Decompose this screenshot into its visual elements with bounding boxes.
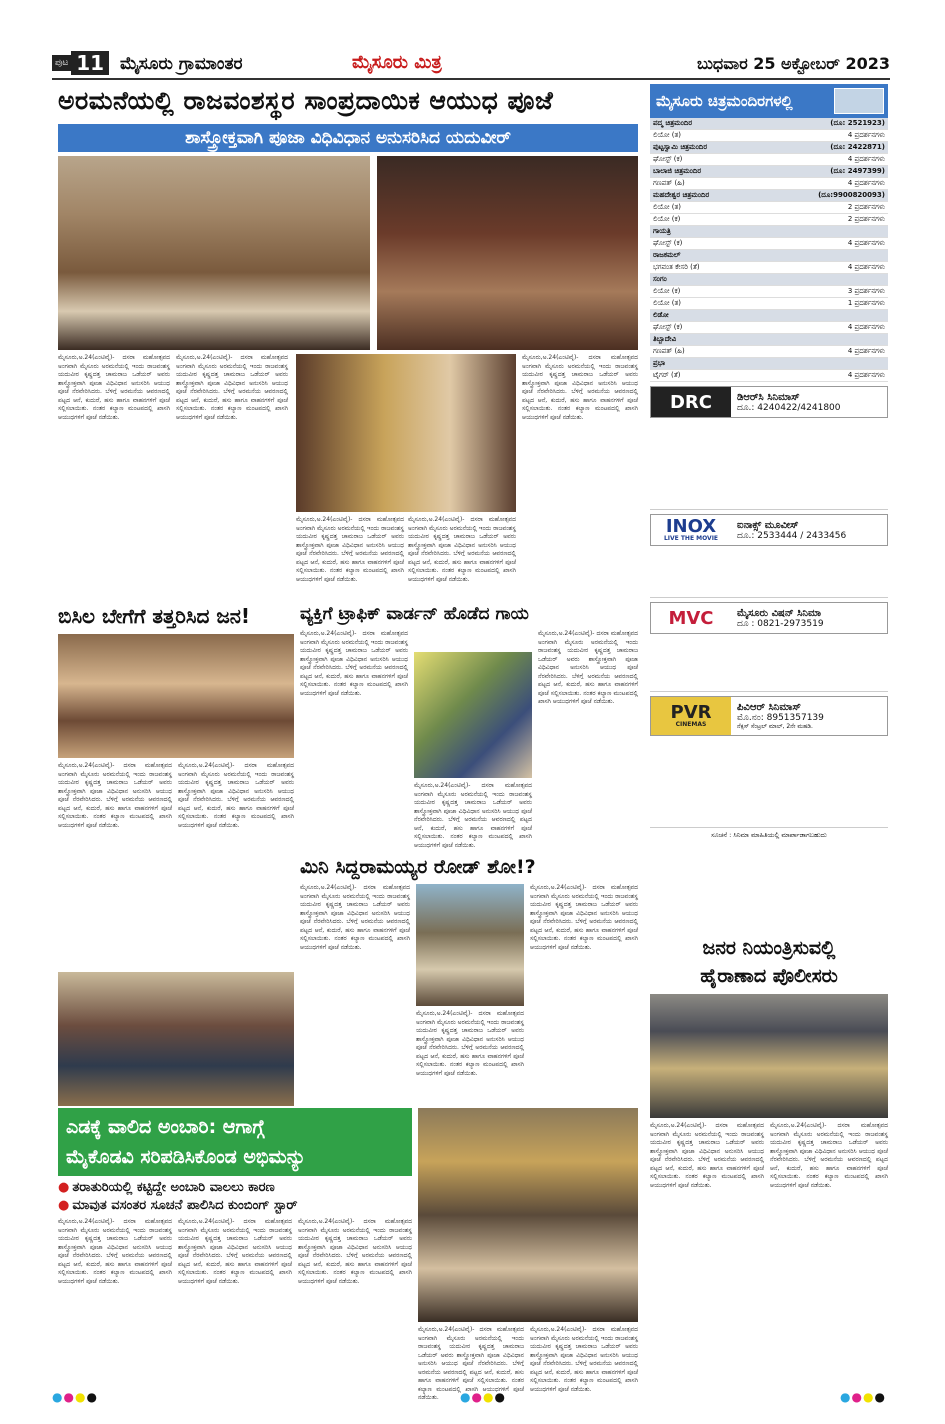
lead-body-col3: ಮೈಸೂರು,ಅ.24(ಎಂಟಿವೈ)- ದಸರಾ ಮಹೋತ್ಸವದ ಅಂಗವಾಗಿ ಮೈಸೂರು ಅರಮನೆಯಲ್ಲಿ ಇಂದು ರಾಜವಂಶಸ್ಥ ಯದುವೀರ ಕೃಷ್ಣದತ್ತ ಚಾಮರಾಜ ಒಡೆಯರ್ ಅವರು ಶಾಸ್ತ್ರೋಕ್ತವಾಗಿ ಪೂಜಾ ವಿಧಿವಿಧಾನ ಅನುಸರಿಸಿ ಆಯುಧ ಪೂಜೆ ನೆರವೇರಿಸಿದರು. ಬೆಳಿಗ್ಗೆ ಅರಮನೆಯ ಆವರಣದಲ್ಲಿ ಪಟ್ಟದ ಆನೆ, ಕುದುರೆ, ಹಸು ಹಾಗೂ ವಾಹನಗಳಿಗೆ ಪೂಜೆ ಸಲ್ಲಿಸಲಾಯಿತು. ನಂತರ ಕಲ್ಯಾಣ ಮಂಟಪದಲ್ಲಿ ಖಾಸಗಿ ಆಯುಧಗಳಿಗೆ ಪೂಜೆ ನಡೆಯಿತು.	[296, 516, 404, 583]
cinema-row-info	[760, 358, 888, 370]
cinema-row-info: 4 ಪ್ರದರ್ಶನಗಳು	[760, 130, 888, 142]
story3-headline: ವ್ಯಕ್ತಿಗೆ ಟ್ರಾಫಿಕ್ ವಾರ್ಡನ್ ಹೊಡೆದ ಗಾಯ	[300, 604, 529, 624]
mvc-showtimes	[650, 634, 888, 692]
cinema-film-row	[650, 286, 888, 298]
inox-logo-text: INOX	[665, 516, 717, 537]
page-number-box	[52, 51, 109, 75]
mvc-logo: MVC	[651, 603, 731, 633]
story4-body-col2: ಮೈಸೂರು,ಅ.24(ಎಂಟಿವೈ)- ದಸರಾ ಮಹೋತ್ಸವದ ಅಂಗವಾಗಿ ಮೈಸೂರು ಅರಮನೆಯಲ್ಲಿ ಇಂದು ರಾಜವಂಶಸ್ಥ ಯದುವೀರ ಕೃಷ್ಣದತ್ತ ಚಾಮರಾಜ ಒಡೆಯರ್ ಅವರು ಶಾಸ್ತ್ರೋಕ್ತವಾಗಿ ಪೂಜಾ ವಿಧಿವಿಧಾನ ಅನುಸರಿಸಿ ಆಯುಧ ಪೂಜೆ ನೆರವೇರಿಸಿದರು. ಬೆಳಿಗ್ಗೆ ಅರಮನೆಯ ಆವರಣದಲ್ಲಿ ಪಟ್ಟದ ಆನೆ, ಕುದುರೆ, ಹಸು ಹಾಗೂ ವಾಹನಗಳಿಗೆ ಪೂಜೆ ಸಲ್ಲಿಸಲಾಯಿತು. ನಂತರ ಕಲ್ಯಾಣ ಮಂಟಪದಲ್ಲಿ ಖಾಸಗಿ ಆಯುಧಗಳಿಗೆ ಪೂಜೆ ನಡೆಯಿತು.	[416, 1010, 524, 1077]
drc-listing	[650, 386, 888, 418]
story6-body-col2: ಮೈಸೂರು,ಅ.24(ಎಂಟಿವೈ)- ದಸರಾ ಮಹೋತ್ಸವದ ಅಂಗವಾಗಿ ಮೈಸೂರು ಅರಮನೆಯಲ್ಲಿ ಇಂದು ರಾಜವಂಶಸ್ಥ ಯದುವೀರ ಕೃಷ್ಣದತ್ತ ಚಾಮರಾಜ ಒಡೆಯರ್ ಅವರು ಶಾಸ್ತ್ರೋಕ್ತವಾಗಿ ಪೂಜಾ ವಿಧಿವಿಧಾನ ಅನುಸರಿಸಿ ಆಯುಧ ಪೂಜೆ ನೆರವೇರಿಸಿದರು. ಬೆಳಿಗ್ಗೆ ಅರಮನೆಯ ಆವರಣದಲ್ಲಿ ಪಟ್ಟದ ಆನೆ, ಕುದುರೆ, ಹಸು ಹಾಗೂ ವಾಹನಗಳಿಗೆ ಪೂಜೆ ಸಲ್ಲಿಸಲಾಯಿತು. ನಂತರ ಕಲ್ಯಾಣ ಮಂಟಪದಲ್ಲಿ ಖಾಸಗಿ ಆಯುಧಗಳಿಗೆ ಪೂಜೆ ನಡೆಯಿತು.	[178, 1218, 292, 1285]
pvr-phone: ಮೊ.ನಂ: 8951357139	[737, 712, 824, 723]
lead-body-col1: ಮೈಸೂರು,ಅ.24(ಎಂಟಿವೈ)- ದಸರಾ ಮಹೋತ್ಸವದ ಅಂಗವಾಗಿ ಮೈಸೂರು ಅರಮನೆಯಲ್ಲಿ ಇಂದು ರಾಜವಂಶಸ್ಥ ಯದುವೀರ ಕೃಷ್ಣದತ್ತ ಚಾಮರಾಜ ಒಡೆಯರ್ ಅವರು ಶಾಸ್ತ್ರೋಕ್ತವಾಗಿ ಪೂಜಾ ವಿಧಿವಿಧಾನ ಅನುಸರಿಸಿ ಆಯುಧ ಪೂಜೆ ನೆರವೇರಿಸಿದರು. ಬೆಳಿಗ್ಗೆ ಅರಮನೆಯ ಆವರಣದಲ್ಲಿ ಪಟ್ಟದ ಆನೆ, ಕುದುರೆ, ಹಸು ಹಾಗೂ ವಾಹನಗಳಿಗೆ ಪೂಜೆ ಸಲ್ಲಿಸಲಾಯಿತು. ನಂತರ ಕಲ್ಯಾಣ ಮಂಟಪದಲ್ಲಿ ಖಾಸಗಿ ಆಯುಧಗಳಿಗೆ ಪೂಜೆ ನಡೆಯಿತು.	[58, 354, 170, 421]
cinema-row-name: ಲಿಯೋ (ಕ)	[650, 286, 760, 298]
cinema-row-info: 4 ಪ್ರದರ್ಶನಗಳು	[760, 322, 888, 334]
cinema-theater-row	[650, 226, 888, 238]
cinema-sidebar-title	[650, 84, 888, 118]
page-label: ಪುಟ	[52, 55, 71, 71]
cinema-film-row	[650, 202, 888, 214]
page-number: 11	[71, 51, 109, 75]
story6-headline-line1: ಎಡಕ್ಕೆ ವಾಲಿದ ಅಂಬಾರಿ: ಆಗಾಗ್ಗೆ	[66, 1116, 265, 1138]
cinema-row-info: 3 ಪ್ರದರ್ಶನಗಳು	[760, 286, 888, 298]
cinema-theater-row	[650, 166, 888, 178]
story6-body-col5: ಮೈಸೂರು,ಅ.24(ಎಂಟಿವೈ)- ದಸರಾ ಮಹೋತ್ಸವದ ಅಂಗವಾಗಿ ಮೈಸೂರು ಅರಮನೆಯಲ್ಲಿ ಇಂದು ರಾಜವಂಶಸ್ಥ ಯದುವೀರ ಕೃಷ್ಣದತ್ತ ಚಾಮರಾಜ ಒಡೆಯರ್ ಅವರು ಶಾಸ್ತ್ರೋಕ್ತವಾಗಿ ಪೂಜಾ ವಿಧಿವಿಧಾನ ಅನುಸರಿಸಿ ಆಯುಧ ಪೂಜೆ ನೆರವೇರಿಸಿದರು. ಬೆಳಿಗ್ಗೆ ಅರಮನೆಯ ಆವರಣದಲ್ಲಿ ಪಟ್ಟದ ಆನೆ, ಕುದುರೆ, ಹಸು ಹಾಗೂ ವಾಹನಗಳಿಗೆ ಪೂಜೆ ಸಲ್ಲಿಸಲಾಯಿತು. ನಂತರ ಕಲ್ಯಾಣ ಮಂಟಪದಲ್ಲಿ ಖಾಸಗಿ ಆಯುಧಗಳಿಗೆ ಪೂಜೆ ನಡೆಯಿತು.	[530, 1326, 638, 1393]
inox-listing	[650, 514, 888, 546]
story6-bullet-2: ● ಮಾವುತ ವಸಂತರ ಸೂಚನೆ ಪಾಲಿಸಿದ ಕುಂಬಿಂಗ್ ಸ್ಟಾರ್	[58, 1198, 298, 1213]
issue-date: ಬುಧವಾರ 25 ಅಕ್ಟೋಬರ್ 2023	[697, 54, 890, 73]
story2-photo-1	[58, 634, 294, 758]
cinema-row-name: ತಿಬ್ಬಾದೇವಿ	[650, 334, 760, 346]
story2-photo-2	[58, 972, 294, 1106]
cinema-row-name: ಗಣಪತ್ (ಹಿ)	[650, 178, 760, 190]
cinema-row-info: (ದೂ: 2422871)	[760, 142, 888, 154]
story6-body-col4: ಮೈಸೂರು,ಅ.24(ಎಂಟಿವೈ)- ದಸರಾ ಮಹೋತ್ಸವದ ಅಂಗವಾಗಿ ಮೈಸೂರು ಅರಮನೆಯಲ್ಲಿ ಇಂದು ರಾಜವಂಶಸ್ಥ ಯದುವೀರ ಕೃಷ್ಣದತ್ತ ಚಾಮರಾಜ ಒಡೆಯರ್ ಅವರು ಶಾಸ್ತ್ರೋಕ್ತವಾಗಿ ಪೂಜಾ ವಿಧಿವಿಧಾನ ಅನುಸರಿಸಿ ಆಯುಧ ಪೂಜೆ ನೆರವೇರಿಸಿದರು. ಬೆಳಿಗ್ಗೆ ಅರಮನೆಯ ಆವರಣದಲ್ಲಿ ಪಟ್ಟದ ಆನೆ, ಕುದುರೆ, ಹಸು ಹಾಗೂ ವಾಹನಗಳಿಗೆ ಪೂಜೆ ಸಲ್ಲಿಸಲಾಯಿತು. ನಂತರ ಕಲ್ಯಾಣ ಮಂಟಪದಲ್ಲಿ ಖಾಸಗಿ ಆಯುಧಗಳಿಗೆ ಪೂಜೆ ನಡೆಯಿತು.	[418, 1326, 524, 1401]
cinema-row-info: 4 ಪ್ರದರ್ಶನಗಳು	[760, 346, 888, 358]
page-header	[52, 48, 890, 80]
story4-body-col1: ಮೈಸೂರು,ಅ.24(ಎಂಟಿವೈ)- ದಸರಾ ಮಹೋತ್ಸವದ ಅಂಗವಾಗಿ ಮೈಸೂರು ಅರಮನೆಯಲ್ಲಿ ಇಂದು ರಾಜವಂಶಸ್ಥ ಯದುವೀರ ಕೃಷ್ಣದತ್ತ ಚಾಮರಾಜ ಒಡೆಯರ್ ಅವರು ಶಾಸ್ತ್ರೋಕ್ತವಾಗಿ ಪೂಜಾ ವಿಧಿವಿಧಾನ ಅನುಸರಿಸಿ ಆಯುಧ ಪೂಜೆ ನೆರವೇರಿಸಿದರು. ಬೆಳಿಗ್ಗೆ ಅರಮನೆಯ ಆವರಣದಲ್ಲಿ ಪಟ್ಟದ ಆನೆ, ಕುದುರೆ, ಹಸು ಹಾಗೂ ವಾಹನಗಳಿಗೆ ಪೂಜೆ ಸಲ್ಲಿಸಲಾಯಿತು. ನಂತರ ಕಲ್ಯಾಣ ಮಂಟಪದಲ್ಲಿ ಖಾಸಗಿ ಆಯುಧಗಳಿಗೆ ಪೂಜೆ ನಡೆಯಿತು.	[300, 884, 410, 951]
lead-photo-1	[58, 156, 370, 350]
story4-photo	[416, 884, 524, 1006]
story6-bullet-1: ● ತರಾತುರಿಯಲ್ಲಿ ಕಟ್ಟಿದ್ದೇ ಅಂಬಾರಿ ವಾಲಲು ಕಾರಣ	[58, 1180, 275, 1195]
cinema-row-info: (ದೂ: 2497399)	[760, 166, 888, 178]
cinema-theater-row	[650, 310, 888, 322]
cinema-theater-row	[650, 118, 888, 130]
cinema-row-info: (ದೂ: 2521923)	[760, 118, 888, 130]
pvr-listing	[650, 696, 888, 736]
cinema-row-info: (ದೂ:9900820093)	[760, 190, 888, 202]
cinema-row-info: 4 ಪ್ರದರ್ಶನಗಳು	[760, 178, 888, 190]
masthead: ಮೈಸೂರು ಮಿತ್ರ	[352, 52, 442, 73]
story3-body-col2: ಮೈಸೂರು,ಅ.24(ಎಂಟಿವೈ)- ದಸರಾ ಮಹೋತ್ಸವದ ಅಂಗವಾಗಿ ಮೈಸೂರು ಅರಮನೆಯಲ್ಲಿ ಇಂದು ರಾಜವಂಶಸ್ಥ ಯದುವೀರ ಕೃಷ್ಣದತ್ತ ಚಾಮರಾಜ ಒಡೆಯರ್ ಅವರು ಶಾಸ್ತ್ರೋಕ್ತವಾಗಿ ಪೂಜಾ ವಿಧಿವಿಧಾನ ಅನುಸರಿಸಿ ಆಯುಧ ಪೂಜೆ ನೆರವೇರಿಸಿದರು. ಬೆಳಿಗ್ಗೆ ಅರಮನೆಯ ಆವರಣದಲ್ಲಿ ಪಟ್ಟದ ಆನೆ, ಕುದುರೆ, ಹಸು ಹಾಗೂ ವಾಹನಗಳಿಗೆ ಪೂಜೆ ಸಲ್ಲಿಸಲಾಯಿತು. ನಂತರ ಕಲ್ಯಾಣ ಮಂಟಪದಲ್ಲಿ ಖಾಸಗಿ ಆಯುಧಗಳಿಗೆ ಪೂಜೆ ನಡೆಯಿತು.	[414, 782, 532, 849]
inox-logo	[651, 515, 731, 545]
cinema-row-info: 4 ಪ್ರದರ್ಶನಗಳು	[760, 370, 888, 382]
cinema-row-info	[760, 274, 888, 286]
story2-body-col2: ಮೈಸೂರು,ಅ.24(ಎಂಟಿವೈ)- ದಸರಾ ಮಹೋತ್ಸವದ ಅಂಗವಾಗಿ ಮೈಸೂರು ಅರಮನೆಯಲ್ಲಿ ಇಂದು ರಾಜವಂಶಸ್ಥ ಯದುವೀರ ಕೃಷ್ಣದತ್ತ ಚಾಮರಾಜ ಒಡೆಯರ್ ಅವರು ಶಾಸ್ತ್ರೋಕ್ತವಾಗಿ ಪೂಜಾ ವಿಧಿವಿಧಾನ ಅನುಸರಿಸಿ ಆಯುಧ ಪೂಜೆ ನೆರವೇರಿಸಿದರು. ಬೆಳಿಗ್ಗೆ ಅರಮನೆಯ ಆವರಣದಲ್ಲಿ ಪಟ್ಟದ ಆನೆ, ಕುದುರೆ, ಹಸು ಹಾಗೂ ವಾಹನಗಳಿಗೆ ಪೂಜೆ ಸಲ್ಲಿಸಲಾಯಿತು. ನಂತರ ಕಲ್ಯಾಣ ಮಂಟಪದಲ್ಲಿ ಖಾಸಗಿ ಆಯುಧಗಳಿಗೆ ಪೂಜೆ ನಡೆಯಿತು.	[178, 762, 294, 829]
story5-body-col2: ಮೈಸೂರು,ಅ.24(ಎಂಟಿವೈ)- ದಸರಾ ಮಹೋತ್ಸವದ ಅಂಗವಾಗಿ ಮೈಸೂರು ಅರಮನೆಯಲ್ಲಿ ಇಂದು ರಾಜವಂಶಸ್ಥ ಯದುವೀರ ಕೃಷ್ಣದತ್ತ ಚಾಮರಾಜ ಒಡೆಯರ್ ಅವರು ಶಾಸ್ತ್ರೋಕ್ತವಾಗಿ ಪೂಜಾ ವಿಧಿವಿಧಾನ ಅನುಸರಿಸಿ ಆಯುಧ ಪೂಜೆ ನೆರವೇರಿಸಿದರು. ಬೆಳಿಗ್ಗೆ ಅರಮನೆಯ ಆವರಣದಲ್ಲಿ ಪಟ್ಟದ ಆನೆ, ಕುದುರೆ, ಹಸು ಹಾಗೂ ವಾಹನಗಳಿಗೆ ಪೂಜೆ ಸಲ್ಲಿಸಲಾಯಿತು. ನಂತರ ಕಲ್ಯಾಣ ಮಂಟಪದಲ್ಲಿ ಖಾಸಗಿ ಆಯುಧಗಳಿಗೆ ಪೂಜೆ ನಡೆಯಿತು.	[770, 1122, 888, 1189]
story3-body-col3: ಮೈಸೂರು,ಅ.24(ಎಂಟಿವೈ)- ದಸರಾ ಮಹೋತ್ಸವದ ಅಂಗವಾಗಿ ಮೈಸೂರು ಅರಮನೆಯಲ್ಲಿ ಇಂದು ರಾಜವಂಶಸ್ಥ ಯದುವೀರ ಕೃಷ್ಣದತ್ತ ಚಾಮರಾಜ ಒಡೆಯರ್ ಅವರು ಶಾಸ್ತ್ರೋಕ್ತವಾಗಿ ಪೂಜಾ ವಿಧಿವಿಧಾನ ಅನುಸರಿಸಿ ಆಯುಧ ಪೂಜೆ ನೆರವೇರಿಸಿದರು. ಬೆಳಿಗ್ಗೆ ಅರಮನೆಯ ಆವರಣದಲ್ಲಿ ಪಟ್ಟದ ಆನೆ, ಕುದುರೆ, ಹಸು ಹಾಗೂ ವಾಹನಗಳಿಗೆ ಪೂಜೆ ಸಲ್ಲಿಸಲಾಯಿತು. ನಂತರ ಕಲ್ಯಾಣ ಮಂಟಪದಲ್ಲಿ ಖಾಸಗಿ ಆಯುಧಗಳಿಗೆ ಪೂಜೆ ನಡೆಯಿತು.	[538, 630, 638, 705]
cinema-note: ಸೂಚನೆ : ಸಿನಿಮಾ ಮಾಹಿತಿಯಲ್ಲಿ ಮಾರ್ಪಾಡಾಗಬಹುದು	[711, 831, 827, 839]
story3-photo	[414, 652, 532, 778]
cinema-row-name: ಲಿಡೋ	[650, 310, 760, 322]
cinema-row-name: ಘೋಸ್ಟ್ (ಕ)	[650, 154, 760, 166]
story6-headline-line2: ಮೈಕೊಡವಿ ಸರಿಪಡಿಸಿಕೊಂಡ ಅಭಿಮನ್ಯು	[66, 1146, 306, 1168]
cinema-theater-row	[650, 250, 888, 262]
story5-headline-line1: ಜನರ ನಿಯಂತ್ರಿಸುವಲ್ಲಿ	[702, 937, 836, 959]
cinema-row-info	[760, 310, 888, 322]
mvc-phone: ದೂ : 0821-2973519	[737, 618, 824, 629]
cinema-row-name: ಲಿಯೋ (ತ)	[650, 298, 760, 310]
cinema-film-row	[650, 322, 888, 334]
cinema-row-name: ಭಗವಂತ ಕೇಸರಿ (ತೆ)	[650, 262, 760, 274]
lead-photo-3	[296, 354, 516, 512]
cinema-film-row	[650, 178, 888, 190]
cinema-film-row	[650, 130, 888, 142]
cinema-row-info: 1 ಪ್ರದರ್ಶನಗಳು	[760, 298, 888, 310]
lead-body-col5: ಮೈಸೂರು,ಅ.24(ಎಂಟಿವೈ)- ದಸರಾ ಮಹೋತ್ಸವದ ಅಂಗವಾಗಿ ಮೈಸೂರು ಅರಮನೆಯಲ್ಲಿ ಇಂದು ರಾಜವಂಶಸ್ಥ ಯದುವೀರ ಕೃಷ್ಣದತ್ತ ಚಾಮರಾಜ ಒಡೆಯರ್ ಅವರು ಶಾಸ್ತ್ರೋಕ್ತವಾಗಿ ಪೂಜಾ ವಿಧಿವಿಧಾನ ಅನುಸರಿಸಿ ಆಯುಧ ಪೂಜೆ ನೆರವೇರಿಸಿದರು. ಬೆಳಿಗ್ಗೆ ಅರಮನೆಯ ಆವರಣದಲ್ಲಿ ಪಟ್ಟದ ಆನೆ, ಕುದುರೆ, ಹಸು ಹಾಗೂ ವಾಹನಗಳಿಗೆ ಪೂಜೆ ಸಲ್ಲಿಸಲಾಯಿತು. ನಂತರ ಕಲ್ಯಾಣ ಮಂಟಪದಲ್ಲಿ ಖಾಸಗಿ ಆಯುಧಗಳಿಗೆ ಪೂಜೆ ನಡೆಯಿತು.	[522, 354, 638, 421]
drc-logo: DRC	[651, 387, 731, 417]
cinema-row-name: ಲಿಯೋ (ತ)	[650, 130, 760, 142]
story2-body-col1: ಮೈಸೂರು,ಅ.24(ಎಂಟಿವೈ)- ದಸರಾ ಮಹೋತ್ಸವದ ಅಂಗವಾಗಿ ಮೈಸೂರು ಅರಮನೆಯಲ್ಲಿ ಇಂದು ರಾಜವಂಶಸ್ಥ ಯದುವೀರ ಕೃಷ್ಣದತ್ತ ಚಾಮರಾಜ ಒಡೆಯರ್ ಅವರು ಶಾಸ್ತ್ರೋಕ್ತವಾಗಿ ಪೂಜಾ ವಿಧಿವಿಧಾನ ಅನುಸರಿಸಿ ಆಯುಧ ಪೂಜೆ ನೆರವೇರಿಸಿದರು. ಬೆಳಿಗ್ಗೆ ಅರಮನೆಯ ಆವರಣದಲ್ಲಿ ಪಟ್ಟದ ಆನೆ, ಕುದುರೆ, ಹಸು ಹಾಗೂ ವಾಹನಗಳಿಗೆ ಪೂಜೆ ಸಲ್ಲಿಸಲಾಯಿತು. ನಂತರ ಕಲ್ಯಾಣ ಮಂಟಪದಲ್ಲಿ ಖಾಸಗಿ ಆಯುಧಗಳಿಗೆ ಪೂಜೆ ನಡೆಯಿತು.	[58, 762, 172, 829]
cinema-row-info: 4 ಪ್ರದರ್ಶನಗಳು	[760, 262, 888, 274]
story5-body-col1: ಮೈಸೂರು,ಅ.24(ಎಂಟಿವೈ)- ದಸರಾ ಮಹೋತ್ಸವದ ಅಂಗವಾಗಿ ಮೈಸೂರು ಅರಮನೆಯಲ್ಲಿ ಇಂದು ರಾಜವಂಶಸ್ಥ ಯದುವೀರ ಕೃಷ್ಣದತ್ತ ಚಾಮರಾಜ ಒಡೆಯರ್ ಅವರು ಶಾಸ್ತ್ರೋಕ್ತವಾಗಿ ಪೂಜಾ ವಿಧಿವಿಧಾನ ಅನುಸರಿಸಿ ಆಯುಧ ಪೂಜೆ ನೆರವೇರಿಸಿದರು. ಬೆಳಿಗ್ಗೆ ಅರಮನೆಯ ಆವರಣದಲ್ಲಿ ಪಟ್ಟದ ಆನೆ, ಕುದುರೆ, ಹಸು ಹಾಗೂ ವಾಹನಗಳಿಗೆ ಪೂಜೆ ಸಲ್ಲಿಸಲಾಯಿತು. ನಂತರ ಕಲ್ಯಾಣ ಮಂಟಪದಲ್ಲಿ ಖಾಸಗಿ ಆಯುಧಗಳಿಗೆ ಪೂಜೆ ನಡೆಯಿತು.	[650, 1122, 764, 1189]
story6-headline	[58, 1108, 412, 1176]
cinema-row-name: ಲಿಯೋ (ತ)	[650, 202, 760, 214]
cinema-row-name: ಮಹದೇಶ್ವರ ಚಿತ್ರಮಂದಿರ	[650, 190, 760, 202]
inox-showtimes	[650, 546, 888, 598]
cinema-row-info: 4 ಪ್ರದರ್ಶನಗಳು	[760, 238, 888, 250]
pvr-logo	[651, 697, 731, 735]
pvr-address: ನೆಕ್ಸಸ್ ಸೆಂಟ್ರಲ್ ಮಾಲ್, 2ನೇ ಮಹಡಿ.	[737, 722, 813, 730]
story6-photo	[418, 1108, 638, 1322]
story5-photo	[650, 994, 888, 1118]
cinema-row-name: ಘೋಸ್ಟ್ (ಕ)	[650, 238, 760, 250]
story3-body-col1: ಮೈಸೂರು,ಅ.24(ಎಂಟಿವೈ)- ದಸರಾ ಮಹೋತ್ಸವದ ಅಂಗವಾಗಿ ಮೈಸೂರು ಅರಮನೆಯಲ್ಲಿ ಇಂದು ರಾಜವಂಶಸ್ಥ ಯದುವೀರ ಕೃಷ್ಣದತ್ತ ಚಾಮರಾಜ ಒಡೆಯರ್ ಅವರು ಶಾಸ್ತ್ರೋಕ್ತವಾಗಿ ಪೂಜಾ ವಿಧಿವಿಧಾನ ಅನುಸರಿಸಿ ಆಯುಧ ಪೂಜೆ ನೆರವೇರಿಸಿದರು. ಬೆಳಿಗ್ಗೆ ಅರಮನೆಯ ಆವರಣದಲ್ಲಿ ಪಟ್ಟದ ಆನೆ, ಕುದುರೆ, ಹಸು ಹಾಗೂ ವಾಹನಗಳಿಗೆ ಪೂಜೆ ಸಲ್ಲಿಸಲಾಯಿತು. ನಂತರ ಕಲ್ಯಾಣ ಮಂಟಪದಲ್ಲಿ ಖಾಸಗಿ ಆಯುಧಗಳಿಗೆ ಪೂಜೆ ನಡೆಯಿತು.	[300, 630, 408, 697]
cinema-row-name: ಪದ್ಮ ಚಿತ್ರಮಂದಿರ	[650, 118, 760, 130]
cinema-film-row	[650, 238, 888, 250]
cinema-row-name: ಲಿಯೋ (ಕ)	[650, 214, 760, 226]
cinema-row-info: 2 ಪ್ರದರ್ಶನಗಳು	[760, 202, 888, 214]
cinema-theater-row	[650, 274, 888, 286]
cinema-row-name: ಗಣಪತ್ (ಹಿ)	[650, 346, 760, 358]
cinema-row-name: ಬಾಲಾಜಿ ಚಿತ್ರಮಂದಿರ	[650, 166, 760, 178]
cinema-row-info	[760, 226, 888, 238]
cinema-row-name: ಘೋಸ್ಟ್ (ಕ)	[650, 322, 760, 334]
pvr-name: ಪಿವಿಆರ್ ಸಿನಿಮಾಸ್	[737, 701, 801, 713]
cinema-film-row	[650, 370, 888, 382]
cinema-row-info	[760, 334, 888, 346]
lead-photo-2	[377, 156, 638, 350]
cinema-title-text: ಮೈಸೂರು ಚಿತ್ರಮಂದಿರಗಳಲ್ಲಿ	[656, 92, 793, 110]
newspaper-page	[52, 48, 890, 1401]
cinema-sidebar	[650, 84, 888, 843]
story5-headline-line2: ಹೈರಾಣಾದ ಪೊಲೀಸರು	[700, 965, 838, 987]
drc-phone: ದೂ.: 4240422/4241800	[737, 402, 841, 413]
lead-body-col2: ಮೈಸೂರು,ಅ.24(ಎಂಟಿವೈ)- ದಸರಾ ಮಹೋತ್ಸವದ ಅಂಗವಾಗಿ ಮೈಸೂರು ಅರಮನೆಯಲ್ಲಿ ಇಂದು ರಾಜವಂಶಸ್ಥ ಯದುವೀರ ಕೃಷ್ಣದತ್ತ ಚಾಮರಾಜ ಒಡೆಯರ್ ಅವರು ಶಾಸ್ತ್ರೋಕ್ತವಾಗಿ ಪೂಜಾ ವಿಧಿವಿಧಾನ ಅನುಸರಿಸಿ ಆಯುಧ ಪೂಜೆ ನೆರವೇರಿಸಿದರು. ಬೆಳಿಗ್ಗೆ ಅರಮನೆಯ ಆವರಣದಲ್ಲಿ ಪಟ್ಟದ ಆನೆ, ಕುದುರೆ, ಹಸು ಹಾಗೂ ವಾಹನಗಳಿಗೆ ಪೂಜೆ ಸಲ್ಲಿಸಲಾಯಿತು. ನಂತರ ಕಲ್ಯಾಣ ಮಂಟಪದಲ್ಲಿ ಖಾಸಗಿ ಆಯುಧಗಳಿಗೆ ಪೂಜೆ ನಡೆಯಿತು.	[176, 354, 288, 421]
cinema-film-row	[650, 262, 888, 274]
lead-subhead: ಶಾಸ್ತ್ರೋಕ್ತವಾಗಿ ಪೂಜಾ ವಿಧಿವಿಧಾನ ಅನುಸರಿಸಿದ ಯದುವೀರ್	[58, 124, 638, 152]
lead-headline: ಅರಮನೆಯಲ್ಲಿ ರಾಜವಂಶಸ್ಥರ ಸಾಂಪ್ರದಾಯಿಕ ಆಯುಧ ಪೂಜೆ	[58, 86, 554, 115]
inox-tagline: LIVE THE MOVIE	[663, 535, 719, 542]
cinema-theater-row	[650, 142, 888, 154]
cinema-row-name: ಪುಟ್ಟಸ್ವಾಮಿ ಚಿತ್ರಮಂದಿರ	[650, 142, 760, 154]
drc-name: ಡಿಆರ್‌ಸಿ ಸಿನಿಮಾಸ್	[737, 391, 800, 403]
registration-marks-right: ●●●●	[840, 1390, 886, 1404]
cinema-theater-row	[650, 358, 888, 370]
mvc-name: ಮೈಸೂರು ವಿಷನ್ ಸಿನಿಮಾ	[737, 607, 822, 619]
cinema-film-row	[650, 346, 888, 358]
inox-phone: ದೂ.: 2533444 / 2433456	[737, 530, 847, 541]
cinema-film-row	[650, 214, 888, 226]
cinema-theater-row	[650, 190, 888, 202]
lead-body-col4: ಮೈಸೂರು,ಅ.24(ಎಂಟಿವೈ)- ದಸರಾ ಮಹೋತ್ಸವದ ಅಂಗವಾಗಿ ಮೈಸೂರು ಅರಮನೆಯಲ್ಲಿ ಇಂದು ರಾಜವಂಶಸ್ಥ ಯದುವೀರ ಕೃಷ್ಣದತ್ತ ಚಾಮರಾಜ ಒಡೆಯರ್ ಅವರು ಶಾಸ್ತ್ರೋಕ್ತವಾಗಿ ಪೂಜಾ ವಿಧಿವಿಧಾನ ಅನುಸರಿಸಿ ಆಯುಧ ಪೂಜೆ ನೆರವೇರಿಸಿದರು. ಬೆಳಿಗ್ಗೆ ಅರಮನೆಯ ಆವರಣದಲ್ಲಿ ಪಟ್ಟದ ಆನೆ, ಕುದುರೆ, ಹಸು ಹಾಗೂ ವಾಹನಗಳಿಗೆ ಪೂಜೆ ಸಲ್ಲಿಸಲಾಯಿತು. ನಂತರ ಕಲ್ಯಾಣ ಮಂಟಪದಲ್ಲಿ ಖಾಸಗಿ ಆಯುಧಗಳಿಗೆ ಪೂಜೆ ನಡೆಯಿತು.	[408, 516, 516, 583]
cinema-row-name: ಗಾಯತ್ರಿ	[650, 226, 760, 238]
inox-name: ಐನಾಕ್ಸ್ ಮೂವೀಸ್	[737, 519, 799, 531]
cinema-theater-row	[650, 334, 888, 346]
story2-headline: ಬಿಸಿಲ ಬೇಗೆಗೆ ತತ್ತರಿಸಿದ ಜನ!	[58, 604, 251, 628]
pvr-tagline: CINEMAS	[675, 721, 707, 728]
cinema-row-info: 2 ಪ್ರದರ್ಶನಗಳು	[760, 214, 888, 226]
cinema-row-name: ಸಂಗಂ	[650, 274, 760, 286]
story4-body-col3: ಮೈಸೂರು,ಅ.24(ಎಂಟಿವೈ)- ದಸರಾ ಮಹೋತ್ಸವದ ಅಂಗವಾಗಿ ಮೈಸೂರು ಅರಮನೆಯಲ್ಲಿ ಇಂದು ರಾಜವಂಶಸ್ಥ ಯದುವೀರ ಕೃಷ್ಣದತ್ತ ಚಾಮರಾಜ ಒಡೆಯರ್ ಅವರು ಶಾಸ್ತ್ರೋಕ್ತವಾಗಿ ಪೂಜಾ ವಿಧಿವಿಧಾನ ಅನುಸರಿಸಿ ಆಯುಧ ಪೂಜೆ ನೆರವೇರಿಸಿದರು. ಬೆಳಿಗ್ಗೆ ಅರಮನೆಯ ಆವರಣದಲ್ಲಿ ಪಟ್ಟದ ಆನೆ, ಕುದುರೆ, ಹಸು ಹಾಗೂ ವಾಹನಗಳಿಗೆ ಪೂಜೆ ಸಲ್ಲಿಸಲಾಯಿತು. ನಂತರ ಕಲ್ಯಾಣ ಮಂಟಪದಲ್ಲಿ ಖಾಸಗಿ ಆಯುಧಗಳಿಗೆ ಪೂಜೆ ನಡೆಯಿತು.	[530, 884, 638, 951]
drc-showtimes	[650, 418, 888, 510]
mvc-listing	[650, 602, 888, 634]
story5-headline	[650, 934, 888, 990]
cinema-row-name: ಪ್ರಭಾ	[650, 358, 760, 370]
cinema-row-info	[760, 250, 888, 262]
pvr-showtimes	[650, 736, 888, 828]
cinema-film-row	[650, 298, 888, 310]
story4-headline: ಮಿನಿ ಸಿದ್ದರಾಮಯ್ಯರ ರೋಡ್ ಶೋ!?	[300, 856, 536, 878]
pvr-logo-text: PVR	[670, 702, 712, 723]
section-title: ಮೈಸೂರು ಗ್ರಾಮಾಂತರ	[120, 54, 243, 74]
cinema-film-row	[650, 154, 888, 166]
story6-body-col3: ಮೈಸೂರು,ಅ.24(ಎಂಟಿವೈ)- ದಸರಾ ಮಹೋತ್ಸವದ ಅಂಗವಾಗಿ ಮೈಸೂರು ಅರಮನೆಯಲ್ಲಿ ಇಂದು ರಾಜವಂಶಸ್ಥ ಯದುವೀರ ಕೃಷ್ಣದತ್ತ ಚಾಮರಾಜ ಒಡೆಯರ್ ಅವರು ಶಾಸ್ತ್ರೋಕ್ತವಾಗಿ ಪೂಜಾ ವಿಧಿವಿಧಾನ ಅನುಸರಿಸಿ ಆಯುಧ ಪೂಜೆ ನೆರವೇರಿಸಿದರು. ಬೆಳಿಗ್ಗೆ ಅರಮನೆಯ ಆವರಣದಲ್ಲಿ ಪಟ್ಟದ ಆನೆ, ಕುದುರೆ, ಹಸು ಹಾಗೂ ವಾಹನಗಳಿಗೆ ಪೂಜೆ ಸಲ್ಲಿಸಲಾಯಿತು. ನಂತರ ಕಲ್ಯಾಣ ಮಂಟಪದಲ್ಲಿ ಖಾಸಗಿ ಆಯುಧಗಳಿಗೆ ಪೂಜೆ ನಡೆಯಿತು.	[298, 1218, 412, 1285]
registration-marks-center: ●●●●	[460, 1390, 506, 1404]
cinema-listing-table	[650, 118, 888, 382]
cinema-row-name: ಟೈಗರ್ (ತೆ)	[650, 370, 760, 382]
cinema-row-name: ರಾಜಕಮಲ್	[650, 250, 760, 262]
story6-body-col1: ಮೈಸೂರು,ಅ.24(ಎಂಟಿವೈ)- ದಸರಾ ಮಹೋತ್ಸವದ ಅಂಗವಾಗಿ ಮೈಸೂರು ಅರಮನೆಯಲ್ಲಿ ಇಂದು ರಾಜವಂಶಸ್ಥ ಯದುವೀರ ಕೃಷ್ಣದತ್ತ ಚಾಮರಾಜ ಒಡೆಯರ್ ಅವರು ಶಾಸ್ತ್ರೋಕ್ತವಾಗಿ ಪೂಜಾ ವಿಧಿವಿಧಾನ ಅನುಸರಿಸಿ ಆಯುಧ ಪೂಜೆ ನೆರವೇರಿಸಿದರು. ಬೆಳಿಗ್ಗೆ ಅರಮನೆಯ ಆವರಣದಲ್ಲಿ ಪಟ್ಟದ ಆನೆ, ಕುದುರೆ, ಹಸು ಹಾಗೂ ವಾಹನಗಳಿಗೆ ಪೂಜೆ ಸಲ್ಲಿಸಲಾಯಿತು. ನಂತರ ಕಲ್ಯಾಣ ಮಂಟಪದಲ್ಲಿ ಖಾಸಗಿ ಆಯುಧಗಳಿಗೆ ಪೂಜೆ ನಡೆಯಿತು.	[58, 1218, 172, 1285]
registration-marks-left: ●●●●	[52, 1390, 98, 1404]
cinema-row-info: 4 ಪ್ರದರ್ಶನಗಳು	[760, 154, 888, 166]
cinema-screen-icon	[834, 88, 884, 114]
